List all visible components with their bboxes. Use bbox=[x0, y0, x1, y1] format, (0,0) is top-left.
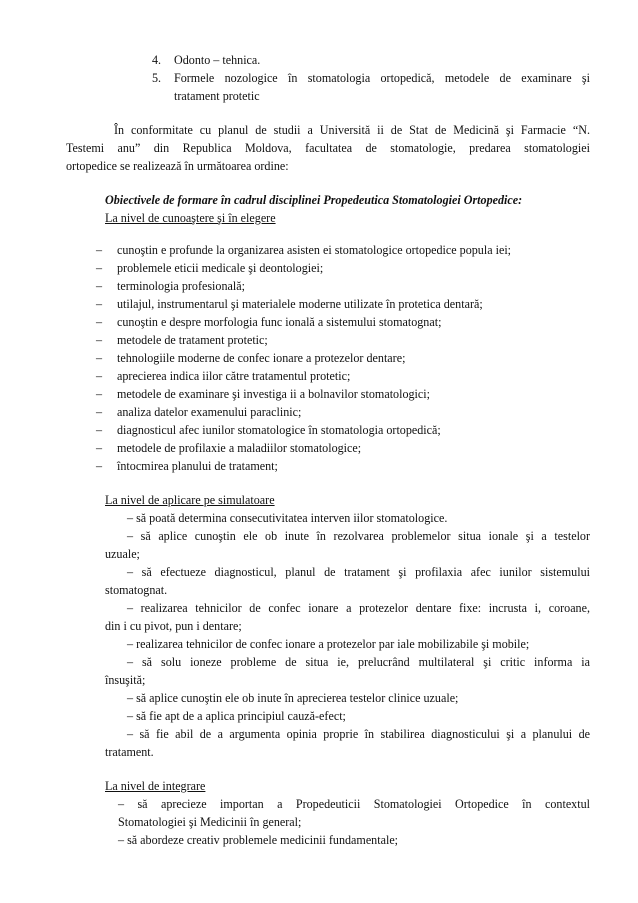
dash-bullet: – bbox=[96, 297, 103, 311]
dash-bullet: – bbox=[96, 243, 103, 257]
application-line: tratament. bbox=[105, 745, 154, 759]
application-line: – realizarea tehnicilor de confec ionare a protezelor par iale mobilizabile şi mobile; bbox=[127, 637, 530, 651]
dash-bullet: – bbox=[96, 405, 103, 419]
integration-heading: La nivel de integrare bbox=[105, 779, 206, 793]
integration-line: Stomatologiei şi Medicinii în general; bbox=[118, 815, 302, 829]
dash-bullet: – bbox=[96, 261, 103, 275]
list-item-text: tehnologiile moderne de confec ionare a protezelor dentare; bbox=[117, 351, 406, 365]
list-item-text: cunoştin e despre morfologia func ională a sistemului stomatognat; bbox=[117, 315, 442, 329]
knowledge-heading: La nivel de cunoaştere şi în elegere bbox=[105, 211, 276, 225]
list-item-text: Odonto – tehnica. bbox=[174, 53, 261, 67]
list-item-text: Formele nozologice în stomatologia ortopedică, metodele de examinare şi bbox=[174, 71, 590, 85]
application-line: – să fie abil de a argumenta opinia proprie în stabilirea diagnosticului şi a planului de bbox=[127, 727, 590, 741]
application-heading: La nivel de aplicare pe simulatoare bbox=[105, 493, 275, 507]
list-number: 4. bbox=[152, 53, 162, 67]
list-item-text: metodele de tratament protetic; bbox=[117, 333, 268, 347]
dash-bullet: – bbox=[96, 279, 103, 293]
intro-line: Testemi anu” din Republica Moldova, facultatea de stomatologie, predarea stomatologiei bbox=[66, 141, 590, 155]
list-item-continuation: tratament protetic bbox=[174, 89, 260, 103]
application-line: – să aplice cunoştin ele ob inute în rezolvarea problemelor situa ionale şi a testelor bbox=[127, 529, 590, 543]
list-item-text: problemele eticii medicale şi deontologiei; bbox=[117, 261, 324, 275]
dash-bullet: – bbox=[96, 423, 103, 437]
list-item-text: terminologia profesională; bbox=[117, 279, 245, 293]
list-item-text: metodele de examinare şi investiga ii a bolnavilor stomatologici; bbox=[117, 387, 431, 401]
dash-bullet: – bbox=[96, 387, 103, 401]
integration-line: – să aprecieze importan a Propedeuticii Stomatologiei Ortopedice în contextul bbox=[118, 797, 590, 811]
application-line: – să fie apt de a aplica principiul cauză-efect; bbox=[127, 709, 346, 723]
application-line: uzuale; bbox=[105, 547, 140, 561]
application-line: stomatognat. bbox=[105, 583, 168, 597]
intro-line: ortopedice se realizează în următoarea ordine: bbox=[66, 159, 289, 173]
integration-line: – să abordeze creativ problemele medicinii fundamentale; bbox=[118, 833, 399, 847]
dash-bullet: – bbox=[96, 333, 103, 347]
dash-bullet: – bbox=[96, 351, 103, 365]
dash-bullet: – bbox=[96, 315, 103, 329]
application-line: – să poată determina consecutivitatea interven iilor stomatologice. bbox=[127, 511, 448, 525]
intro-line: În conformitate cu planul de studii a Universită ii de Stat de Medicină şi Farmacie “N. bbox=[114, 123, 590, 137]
list-item-text: metodele de profilaxie a maladiilor stomatologice; bbox=[117, 441, 362, 455]
list-item-text: diagnosticul afec iunilor stomatologice în stomatologia ortopedică; bbox=[117, 423, 441, 437]
list-item-text: întocmirea planului de tratament; bbox=[117, 459, 278, 473]
list-item-text: cunoştin e profunde la organizarea asisten ei stomatologice ortopedice popula iei; bbox=[117, 243, 512, 257]
dash-bullet: – bbox=[96, 369, 103, 383]
list-item-text: aprecierea indica iilor către tratamentul protetic; bbox=[117, 369, 351, 383]
application-line: – să aplice cunoştin ele ob inute în aprecierea testelor clinice uzuale; bbox=[127, 691, 459, 705]
objectives-title: Obiectivele de formare în cadrul disciplinei Propedeutica Stomatologiei Ortopedice: bbox=[105, 193, 523, 207]
dash-bullet: – bbox=[96, 441, 103, 455]
dash-bullet: – bbox=[96, 459, 103, 473]
application-line: din i cu pivot, pun i dentare; bbox=[105, 619, 242, 633]
application-line: însuşită; bbox=[105, 673, 146, 687]
list-item-text: utilajul, instrumentarul şi materialele moderne utilizate în protetica dentară; bbox=[117, 297, 483, 311]
list-item-text: analiza datelor examenului paraclinic; bbox=[117, 405, 302, 419]
application-line: – să efectueze diagnosticul, planul de tratament şi profilaxia afec iunilor sistemului bbox=[127, 565, 590, 579]
application-line: – să solu ioneze probleme de situa ie, prelucrând multilateral şi critic informa ia bbox=[127, 655, 590, 669]
list-number: 5. bbox=[152, 71, 162, 85]
application-line: – realizarea tehnicilor de confec ionare a protezelor dentare fixe: incrusta i, coroane, bbox=[127, 601, 590, 615]
